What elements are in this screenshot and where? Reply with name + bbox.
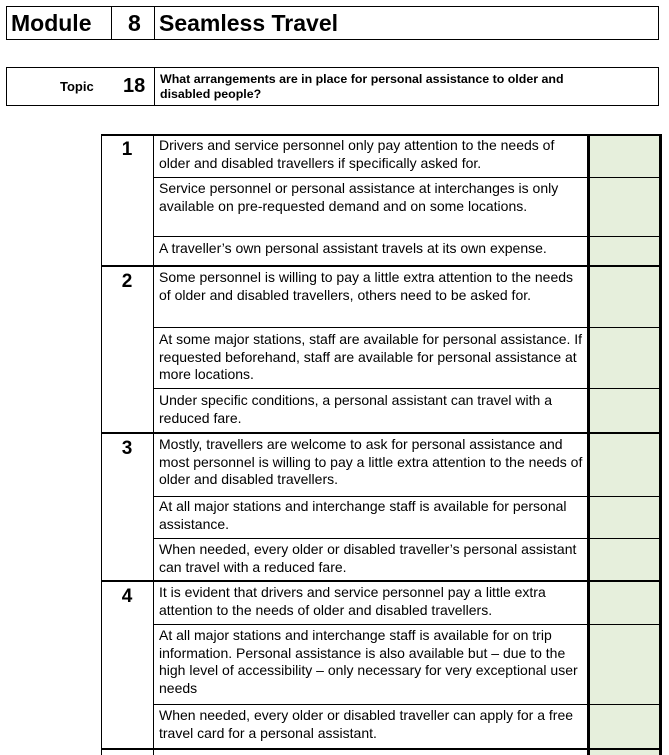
module-header [6, 6, 659, 40]
level-divider [101, 265, 662, 267]
divider [154, 7, 155, 39]
statement: Some personnel is willing to pay a little extra attention to the needs of older and disabled travellers, others need to be asked for. [159, 269, 574, 303]
statement: It is evident that drivers and service personnel pay a little extra attention to the needs of older and disabled travellers. [159, 584, 546, 618]
module-label: Module [11, 10, 92, 36]
row-divider [153, 496, 662, 497]
level-divider [101, 580, 662, 582]
grid-line [659, 134, 662, 755]
statement: When needed, every older or disabled traveller can apply for a free travel card for a personal assistant. [159, 707, 574, 741]
statement: Under specific conditions, a personal assistant can travel with a reduced fare. [159, 392, 552, 426]
answer-column [590, 134, 659, 755]
topic-number: 18 [123, 75, 146, 97]
divider [154, 68, 155, 105]
row-divider [153, 538, 662, 539]
level-number: 4 [121, 586, 133, 607]
statement: At all major stations and interchange staff is available for personal assistance. [159, 498, 567, 532]
module-number: 8 [128, 10, 141, 36]
assessment-table [101, 134, 662, 755]
statement: At all major stations and interchange staff is available for on trip information. Personal assistance is also available but – due to the high level of accessibility – only necessary for very exceptional user needs [159, 627, 578, 696]
statement: When needed, every older or disabled traveller’s personal assistant can travel with a reduced fare. [159, 541, 577, 575]
grid-line [153, 134, 154, 755]
grid-line [101, 134, 662, 136]
statement: Drivers and service personnel only pay attention to the needs of older and disabled travellers if specifically asked for. [159, 137, 555, 171]
statement: Service personnel or personal assistance at interchanges is only available on pre-requested demand and on some locations. [159, 180, 559, 214]
row-divider [153, 177, 662, 178]
divider [111, 7, 112, 39]
row-divider [153, 624, 662, 625]
level-divider [101, 432, 662, 434]
row-divider [153, 388, 662, 389]
topic-header [6, 67, 659, 106]
level-number: 1 [121, 139, 133, 160]
statement: Mostly, travellers are welcome to ask for personal assistance and most personnel is willing to pay a little extra attention to the needs of older and disabled travellers. [159, 436, 583, 487]
row-divider [153, 704, 662, 705]
statement: At some major stations, staff are available for personal assistance. If requested beforehand, staff are available for personal assistance at more locations. [159, 331, 583, 382]
module-title: Seamless Travel [159, 10, 339, 36]
level-number: 2 [121, 271, 133, 292]
grid-line [587, 134, 590, 755]
level-divider [101, 748, 662, 750]
topic-label: Topic [60, 79, 94, 94]
topic-question: What arrangements are in place for personal assistance to older and disabled people? [160, 72, 564, 101]
level-number: 3 [121, 438, 133, 459]
statement: A traveller’s own personal assistant travels at its own expense. [159, 240, 547, 256]
row-divider [153, 236, 662, 237]
row-divider [153, 327, 662, 328]
